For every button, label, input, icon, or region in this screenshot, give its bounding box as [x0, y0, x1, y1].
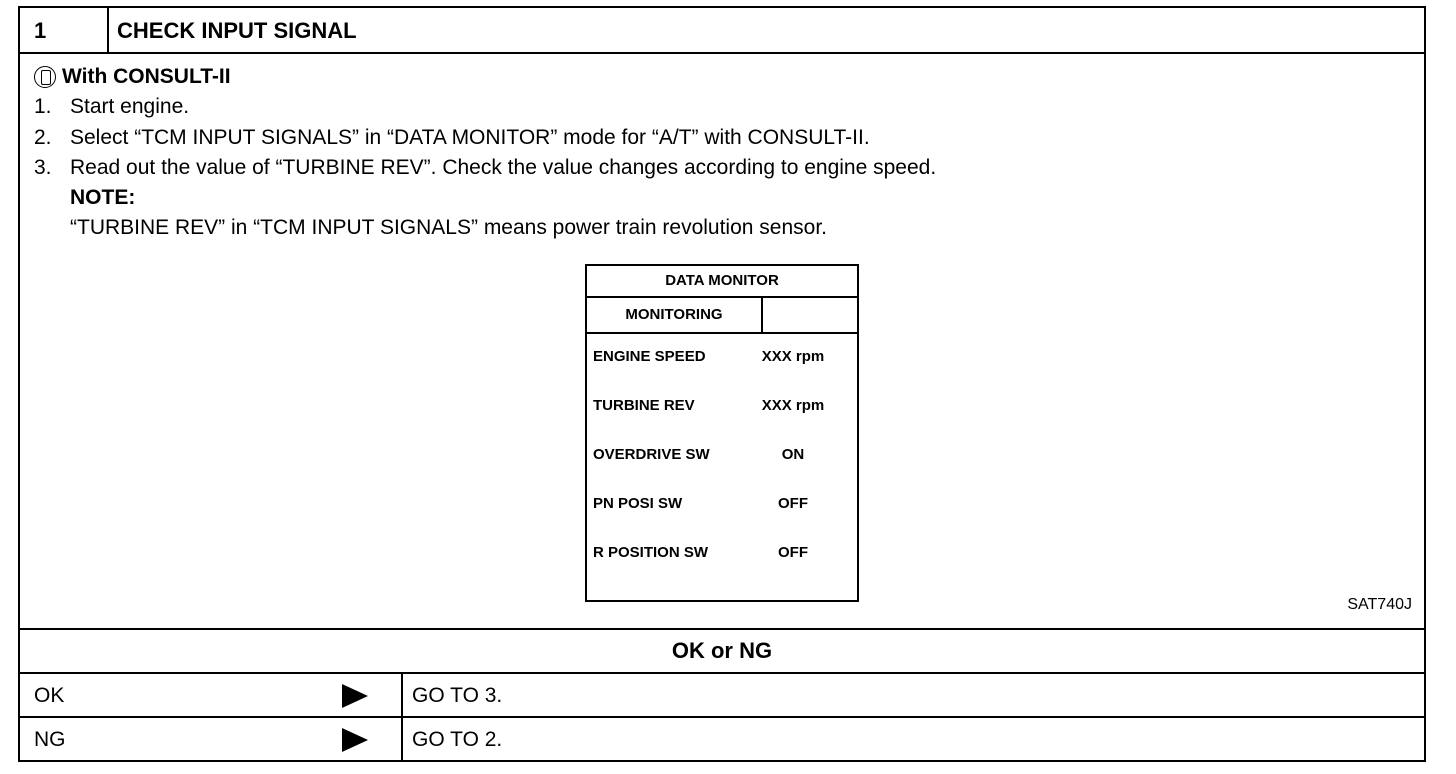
- monitor-row: [593, 446, 853, 466]
- step-title: CHECK INPUT SIGNAL: [117, 18, 357, 43]
- divider: [20, 628, 1424, 630]
- arrow-right-icon: [342, 728, 368, 752]
- monitor-item-name: TURBINE REV: [593, 397, 695, 414]
- consult-line: [34, 65, 231, 89]
- monitor-item-name: OVERDRIVE SW: [593, 446, 710, 463]
- procedure-table: [18, 6, 1426, 762]
- data-monitor-figure: [585, 264, 859, 602]
- monitor-item-value: ON: [781, 446, 805, 463]
- step-item-number: 1.: [34, 95, 52, 118]
- header-divider: [107, 8, 109, 54]
- monitor-item-name: ENGINE SPEED: [593, 348, 706, 365]
- monitor-row: [593, 397, 853, 417]
- step-number: 1: [34, 18, 47, 43]
- outcome-ok-label: OK: [34, 684, 65, 707]
- outcome-divider: [401, 672, 403, 760]
- step-item: [34, 95, 189, 119]
- result-prompt: OK or NG: [671, 638, 773, 663]
- divider: [20, 672, 1424, 674]
- monitoring-empty-cell: [763, 298, 857, 334]
- step-item-number: 2.: [34, 126, 52, 149]
- monitor-item-name: R POSITION SW: [593, 544, 709, 561]
- monitor-item-value: OFF: [778, 544, 808, 561]
- outcome-ng-label: NG: [34, 728, 66, 751]
- monitor-row: [593, 495, 853, 515]
- consult-tool-icon: [34, 66, 56, 88]
- monitor-row: [593, 348, 853, 368]
- step-item-text: Select “TCM INPUT SIGNALS” in “DATA MONITOR” mode for “A/T” with CONSULT-II.: [70, 126, 870, 149]
- step-header: [20, 8, 1424, 54]
- monitor-item-value: XXX rpm: [761, 348, 825, 365]
- figure-code: SAT740J: [1347, 596, 1412, 613]
- data-monitor-title: DATA MONITOR: [587, 266, 857, 298]
- monitor-item-name: PN POSI SW: [593, 495, 683, 512]
- consult-label: With CONSULT-II: [62, 65, 231, 88]
- note-heading: NOTE:: [70, 186, 136, 209]
- monitor-item-value: OFF: [778, 495, 808, 512]
- monitor-item-value: XXX rpm: [761, 397, 825, 414]
- monitor-row: [593, 544, 853, 564]
- outcome-ok-action: GO TO 3.: [412, 684, 503, 707]
- outcome-ng-action: GO TO 2.: [412, 728, 503, 751]
- step-item-number: 3.: [34, 156, 52, 179]
- note-text: “TURBINE REV” in “TCM INPUT SIGNALS” means power train revolution sensor.: [70, 216, 827, 239]
- step-item-text: Read out the value of “TURBINE REV”. Check the value changes according to engine speed.: [70, 156, 937, 179]
- step-item-text: Start engine.: [70, 95, 190, 118]
- arrow-right-icon: [342, 684, 368, 708]
- monitoring-label: MONITORING: [587, 298, 763, 334]
- step-item: [34, 156, 936, 180]
- divider: [20, 716, 1424, 718]
- step-item: [34, 126, 870, 150]
